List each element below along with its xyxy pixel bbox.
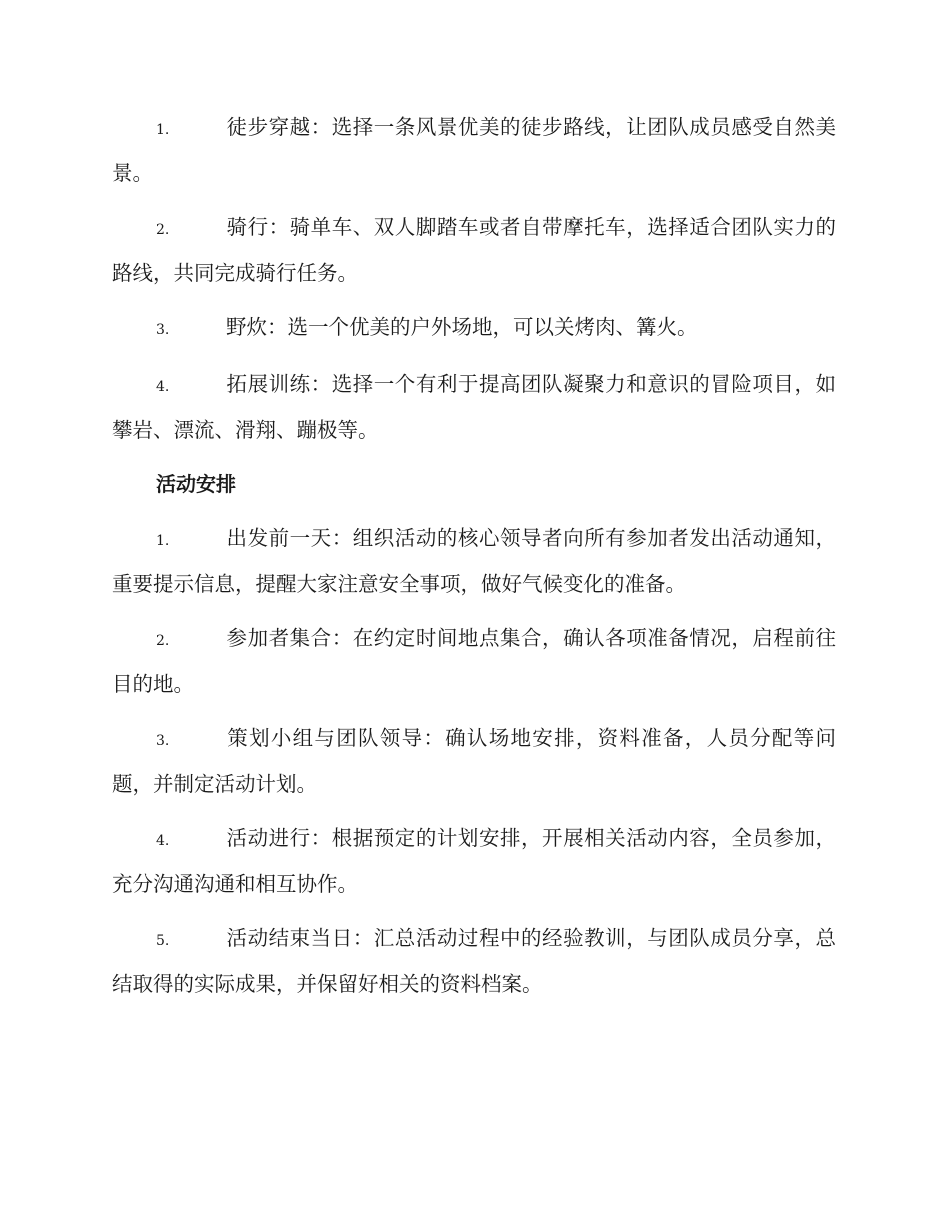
list-item-number: 4. <box>156 379 170 395</box>
section-heading: 活动安排 <box>156 472 236 496</box>
list-item-number: 2. <box>156 633 170 649</box>
list-item <box>112 717 836 806</box>
schedule-list <box>112 517 836 1006</box>
list-item-text: 活动结束当日：汇总活动过程中的经验教训，与团队成员分享，总结取得的实际成果，并保留好相关的资料档案。 <box>112 926 836 996</box>
list-item-number: 3. <box>156 322 170 338</box>
list-item-text: 徒步穿越：选择一条风景优美的徒步路线，让团队成员感受自然美景。 <box>112 115 836 185</box>
list-item <box>112 306 836 352</box>
list-item-number: 3. <box>156 733 170 749</box>
list-item-text: 出发前一天：组织活动的核心领导者向所有参加者发出活动通知，重要提示信息，提醒大家注意安全事项，做好气候变化的准备。 <box>112 526 836 596</box>
list-item-text: 野炊：选一个优美的户外场地，可以关烤肉、篝火。 <box>226 315 698 339</box>
list-item-text: 活动进行：根据预定的计划安排，开展相关活动内容，全员参加，充分沟通沟通和相互协作。 <box>112 826 836 896</box>
document-page <box>112 106 836 1017</box>
list-item-number: 1. <box>156 122 170 138</box>
list-item <box>112 106 836 195</box>
list-item <box>112 817 836 906</box>
list-item-text: 拓展训练：选择一个有利于提高团队凝聚力和意识的冒险项目，如攀岩、漂流、滑翔、蹦极等。 <box>112 372 836 442</box>
list-item <box>112 617 836 706</box>
list-item-text: 骑行：骑单车、双人脚踏车或者自带摩托车，选择适合团队实力的路线，共同完成骑行任务。 <box>112 215 836 285</box>
list-item-number: 4. <box>156 833 170 849</box>
list-item <box>112 517 836 606</box>
list-item-text: 参加者集合：在约定时间地点集合，确认各项准备情况，启程前往目的地。 <box>112 626 836 696</box>
activity-list <box>112 106 836 452</box>
list-item-number: 5. <box>156 933 170 949</box>
list-item-number: 1. <box>156 533 170 549</box>
list-item <box>112 363 836 452</box>
list-item <box>112 917 836 1006</box>
list-item-number: 2. <box>156 222 170 238</box>
list-item <box>112 206 836 295</box>
list-item-text: 策划小组与团队领导：确认场地安排，资料准备，人员分配等问题，并制定活动计划。 <box>112 726 836 796</box>
